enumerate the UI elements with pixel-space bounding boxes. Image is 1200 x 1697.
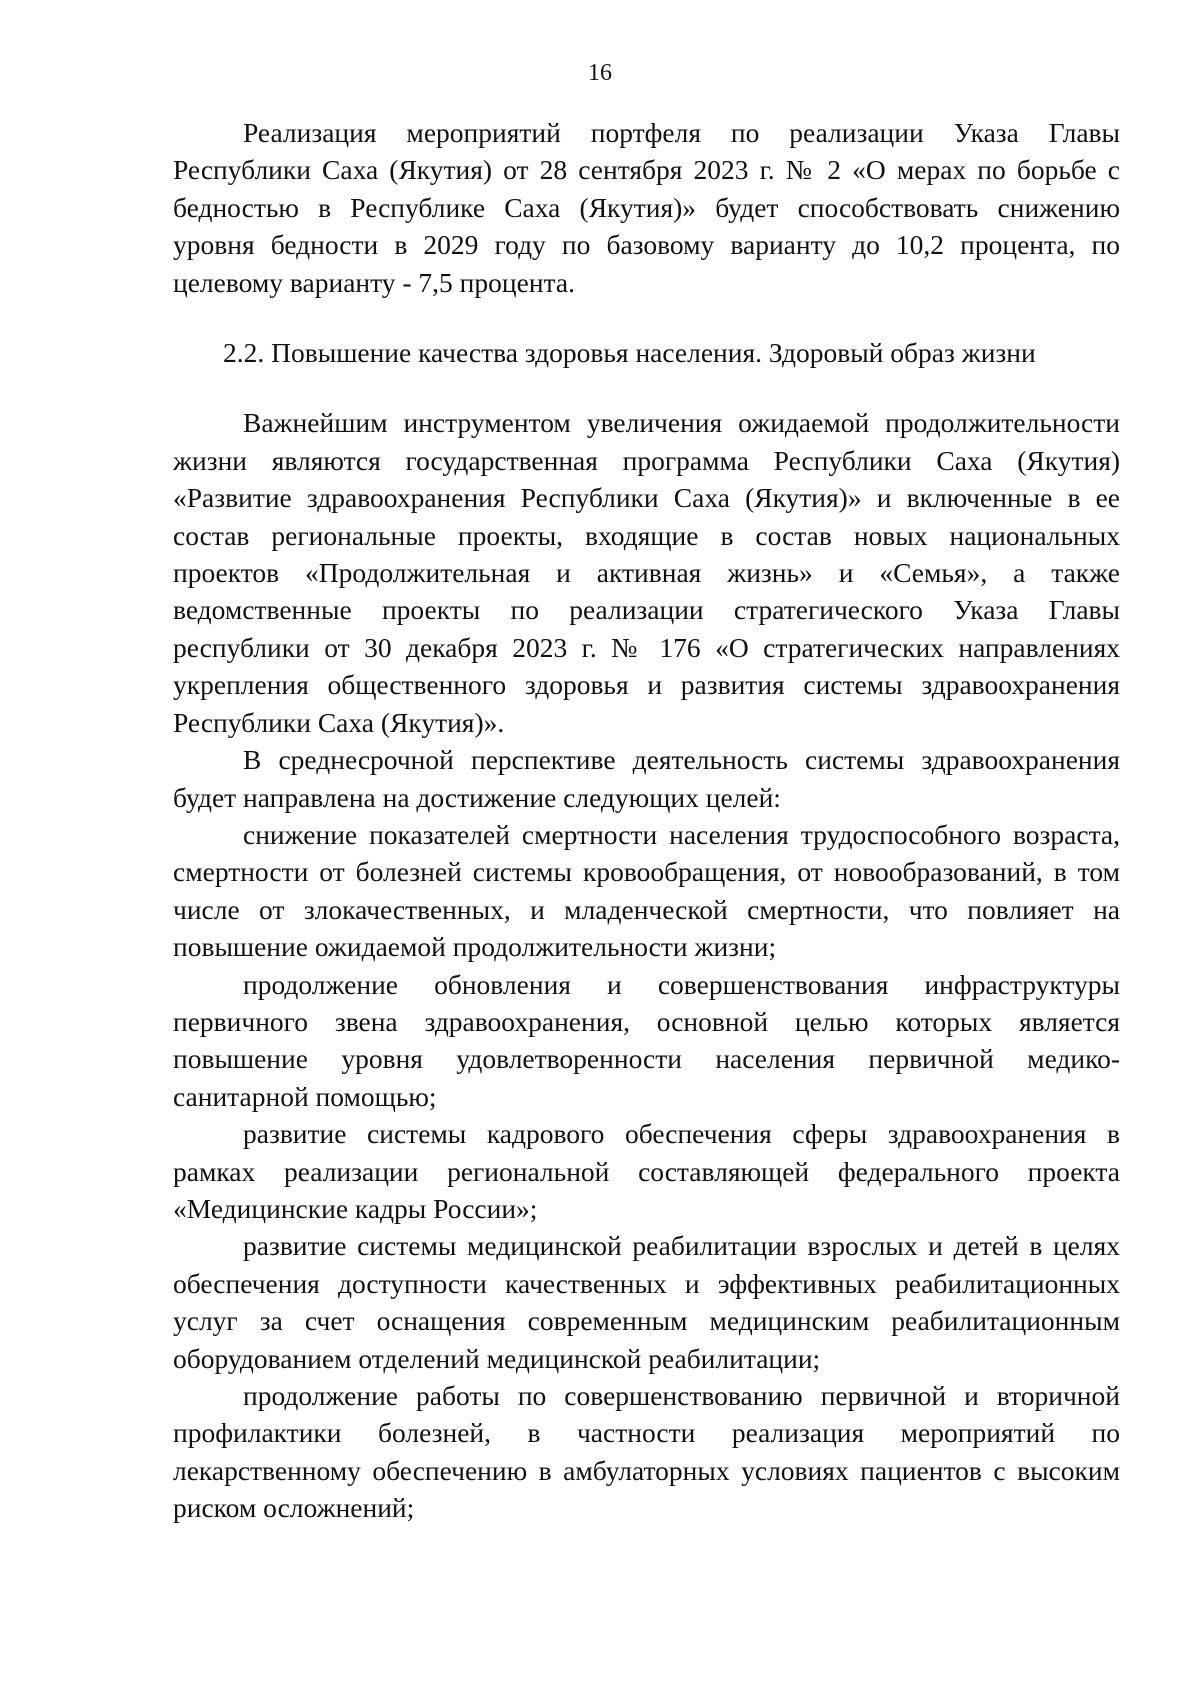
page-content — [173, 114, 1120, 1527]
paragraph-poverty-reduction: Реализация мероприятий портфеля по реализации Указа Главы Республики Саха (Якутия) от 28 сентября 2023 г. № 2 «О мерах по борьбе с бедностью в Республике Саха (Якутия)» будет способствовать снижению уровня бедности в 2029 году по базовому варианту до 10,2 процента, по целевому варианту - 7,5 процента. — [173, 117, 1120, 298]
paragraph-medium-term-goals: В среднесрочной перспективе деятельность системы здравоохранения будет направлена на достижение следующих целей: — [173, 744, 1120, 813]
list-item-medical-rehabilitation: развитие системы медицинской реабилитации взрослых и детей в целях обеспечения доступности качественных и эффективных реабилитационных услуг за счет оснащения современным медицинским реабилитационным оборудованием отделений медицинской реабилитации; — [173, 1230, 1120, 1374]
list-item-disease-prevention: продолжение работы по совершенствованию первичной и вторичной профилактики болезней, в частности реализация мероприятий по лекарственному обеспечению в амбулаторных условиях пациентов с высоким риском осложнений; — [173, 1380, 1120, 1524]
list-item-primary-care-infrastructure: продолжение обновления и совершенствования инфраструктуры первичного звена здравоохранения, основной целью которых является повышение уровня удовлетворенности населения первичной медико-санитарной помощью; — [173, 968, 1120, 1112]
paragraph-life-expectancy-tools: Важнейшим инструментом увеличения ожидаемой продолжительности жизни являются государственная программа Республики Саха (Якутия) «Развитие здравоохранения Республики Саха (Якутия)» и включенные в ее состав региональные проекты, входящие в состав новых национальных проектов «Продолжительная и активная жизнь» и «Семья», а также ведомственные проекты по реализации стратегического Указа Главы республики от 30 декабря 2023 г. № 176 «О стратегических направлениях укрепления общественного здоровья и развития системы здравоохранения Республики Саха (Якутия)». — [173, 407, 1120, 738]
section-heading: 2.2. Повышение качества здоровья населения. Здоровый образ жизни — [223, 337, 1036, 369]
page-number: 16 — [588, 60, 612, 86]
list-item-medical-personnel: развитие системы кадрового обеспечения сферы здравоохранения в рамках реализации региональной составляющей федерального проекта «Медицинские кадры России»; — [173, 1118, 1120, 1224]
list-item-mortality-reduction: снижение показателей смертности населения трудоспособного возраста, смертности от болезней системы кровообращения, от новообразований, в том числе от злокачественных, и младенческой смертности, что повлияет на повышение ожидаемой продолжительности жизни; — [173, 818, 1120, 963]
